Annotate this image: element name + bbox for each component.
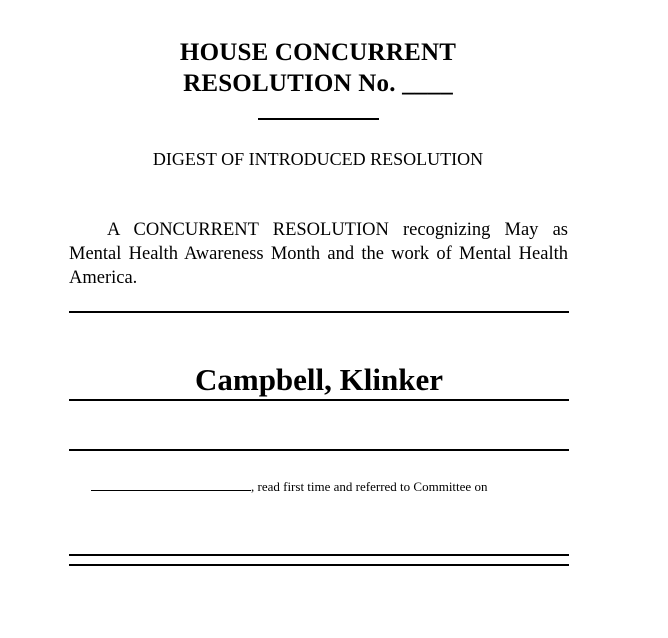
date-blank [91, 479, 251, 491]
title-underline [258, 118, 379, 120]
resolution-title-line2: RESOLUTION No. ____ [183, 70, 453, 97]
sponsors: Campbell, Klinker [194, 362, 443, 397]
sponsors-underline [69, 399, 569, 401]
resolution-title-line1: HOUSE CONCURRENT [179, 39, 457, 66]
digest-text: A CONCURRENT RESOLUTION recognizing May as Mental Health Awareness Month and the work of Mental Health America. [69, 220, 568, 288]
divider-line [69, 311, 569, 313]
divider-line [69, 564, 569, 566]
divider-line [69, 449, 569, 451]
digest-heading: DIGEST OF INTRODUCED RESOLUTION [152, 149, 484, 169]
divider-line [69, 554, 569, 556]
referral-line [91, 479, 487, 495]
referral-text: , read first time and referred to Committee on [251, 479, 488, 494]
